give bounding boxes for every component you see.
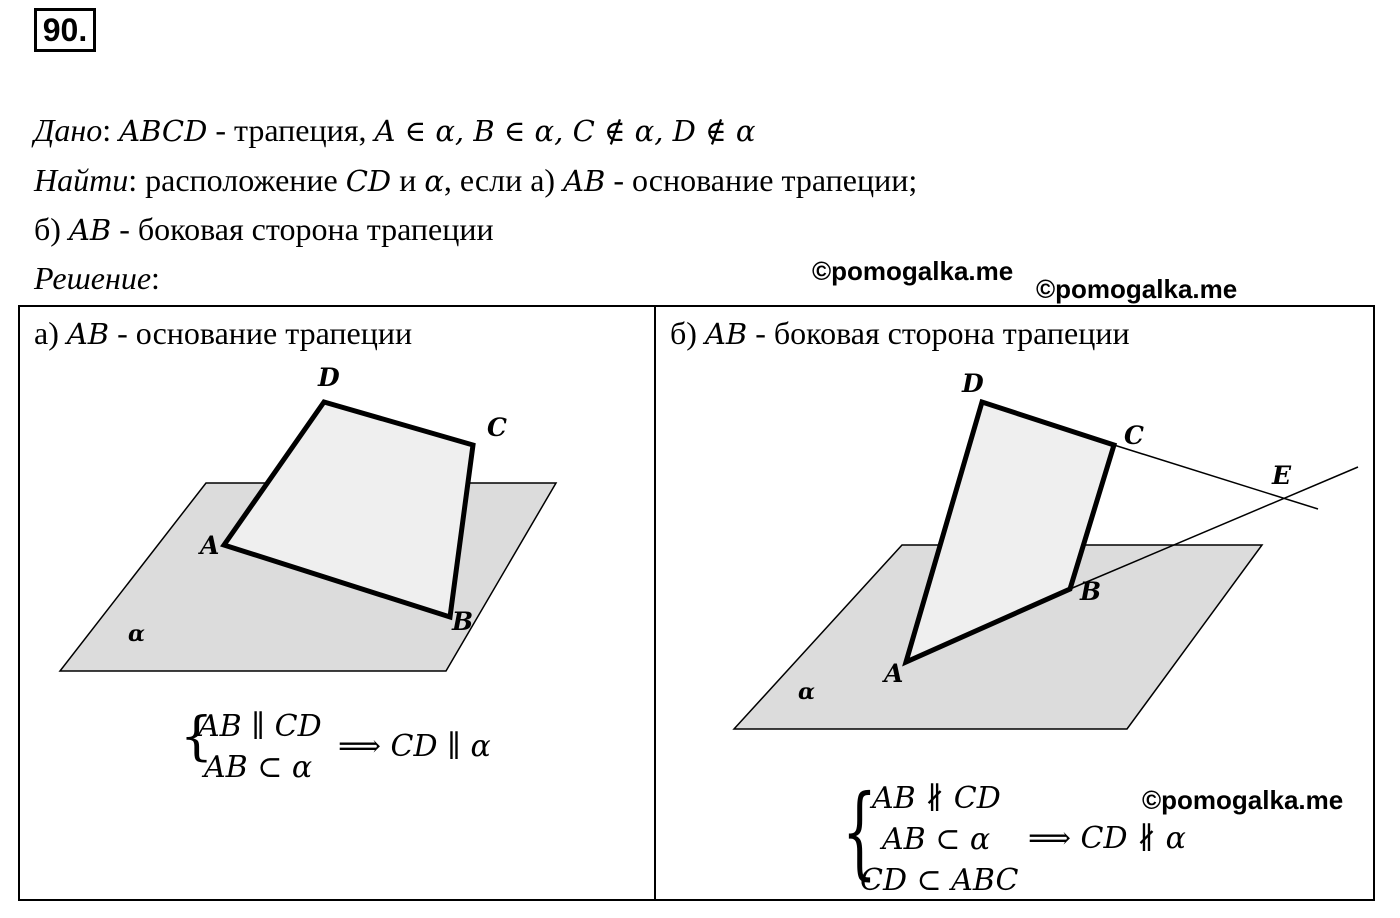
find-text3: - основание трапеции; <box>605 162 918 198</box>
given-label: Дано <box>34 112 103 148</box>
point-d-label-b: D <box>962 369 984 398</box>
given-colon: : <box>102 112 112 148</box>
point-e-label-b: E <box>1272 461 1292 490</box>
find-text2: , если а) <box>443 162 564 198</box>
solution-line <box>34 260 160 296</box>
given-line <box>34 112 755 149</box>
find-and: и <box>391 162 425 198</box>
plane-alpha-label-a: α <box>128 621 145 647</box>
brace-a-icon: { <box>180 707 214 767</box>
point-b-label-b: B <box>1080 577 1102 606</box>
problem-number: 90. <box>34 8 96 52</box>
watermark-3: ©pomogalka.me <box>1142 785 1344 815</box>
point-d-label: D <box>318 363 340 392</box>
system-a-line1: AB ∥ CD <box>198 709 322 744</box>
given-figure: ABCD <box>119 114 208 148</box>
find-line <box>34 162 917 199</box>
panel-b <box>654 305 1375 901</box>
given-text: - трапеция, <box>207 112 375 148</box>
panel-b-title-text: - боковая сторона трапеции <box>747 315 1130 351</box>
case-b-line <box>34 211 494 248</box>
brace-b-icon: { <box>842 773 877 890</box>
find-ab: AB <box>563 164 606 198</box>
system-b-result: ⟹ CD ∦ α <box>1028 821 1186 856</box>
plane-alpha-label-b: α <box>798 679 815 705</box>
system-b-line1: AB ∦ CD <box>872 781 1001 816</box>
panel-a <box>18 305 656 901</box>
solution-label: Решение <box>34 260 152 296</box>
point-a-label-b: A <box>884 659 904 688</box>
point-c-label-b: C <box>1124 421 1144 450</box>
case-b-text: - боковая сторона трапеции <box>111 211 494 247</box>
find-label: Найти <box>34 162 129 198</box>
watermark-1: ©pomogalka.me <box>812 256 1014 286</box>
point-b-label: B <box>452 607 474 636</box>
system-a-line2: AB ⊂ α <box>204 750 313 785</box>
case-b-ab: AB <box>68 213 112 247</box>
find-cd: CD <box>345 164 392 198</box>
point-c-label: C <box>487 413 507 442</box>
system-b-line2: AB ⊂ α <box>882 822 991 857</box>
find-alpha: α <box>424 164 444 198</box>
point-a-label: A <box>200 531 220 560</box>
panel-a-title-ab: AB <box>66 317 110 351</box>
panel-b-title-prefix: б) <box>670 315 705 351</box>
find-text1: : расположение <box>128 162 346 198</box>
watermark-2: ©pomogalka.me <box>1036 274 1238 304</box>
panel-a-title-prefix: а) <box>34 315 67 351</box>
panel-b-title-ab: AB <box>704 317 748 351</box>
case-b-prefix: б) <box>34 211 69 247</box>
solution-colon: : <box>151 260 160 296</box>
system-b-line3: CD ⊂ ABC <box>860 863 1019 898</box>
panel-a-title-text: - основание трапеции <box>109 315 413 351</box>
system-a-result: ⟹ CD ∥ α <box>338 729 491 764</box>
given-conditions: A ∈ α, B ∈ α, C ∉ α, D ∉ α <box>374 114 756 148</box>
panel-a-figure <box>20 307 656 901</box>
